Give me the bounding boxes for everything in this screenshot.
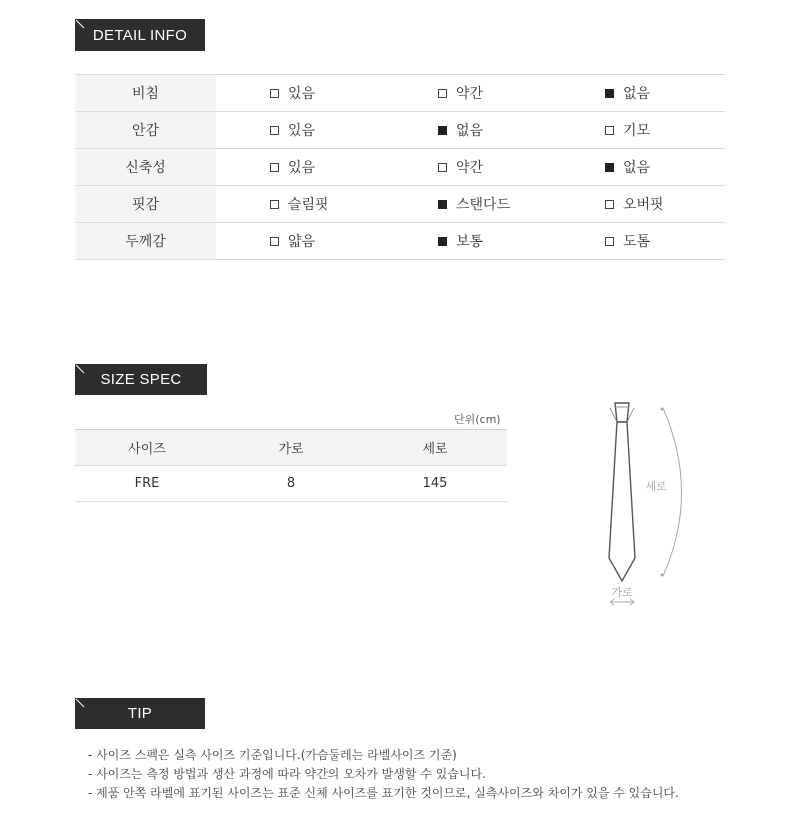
option-label: 없음 (623, 160, 651, 176)
corner-mark-icon (75, 19, 85, 29)
unit-label: 단위(cm) (454, 413, 501, 426)
checkbox-checked-icon (605, 89, 614, 98)
checkbox-icon (438, 89, 447, 98)
detail-row-label: 신축성 (75, 149, 216, 185)
checkbox-checked-icon (438, 200, 447, 209)
tip-list (88, 746, 679, 803)
size-cell: FRE (134, 476, 160, 491)
detail-option (605, 112, 650, 148)
tip-line: - 사이즈는 측정 방법과 생산 과정에 따라 약간의 오차가 발생할 수 있습니다. (88, 767, 486, 781)
option-label: 슬림핏 (288, 197, 329, 213)
detail-info-title: DETAIL INFO (92, 26, 188, 44)
tip-header (75, 698, 205, 729)
checkbox-checked-icon (438, 237, 447, 246)
detail-row (75, 186, 725, 223)
option-label: 도톰 (623, 234, 651, 250)
column-header: 사이즈 (128, 442, 166, 457)
detail-option (438, 223, 483, 259)
option-label: 있음 (288, 160, 316, 176)
column-header: 가로 (278, 442, 304, 457)
checkbox-icon (270, 163, 279, 172)
checkbox-icon (270, 126, 279, 135)
detail-option (438, 75, 483, 111)
detail-option (438, 112, 483, 148)
detail-option (270, 112, 315, 148)
detail-row (75, 149, 725, 186)
tip-line: - 사이즈 스펙은 실측 사이즈 기준입니다.(가슴둘레는 라벨사이즈 기준) (88, 748, 457, 762)
size-spec-table (75, 429, 507, 502)
option-label: 보통 (456, 234, 484, 250)
size-table-header (75, 430, 507, 466)
necktie-icon (590, 398, 690, 613)
corner-mark-icon (75, 698, 85, 708)
size-spec-title: SIZE SPEC (100, 371, 182, 388)
checkbox-icon (270, 200, 279, 209)
detail-option (605, 149, 650, 185)
checkbox-icon (605, 237, 614, 246)
table-row (75, 466, 507, 502)
detail-info-header (75, 19, 205, 51)
detail-option (438, 186, 510, 222)
tip-title: TIP (127, 705, 153, 722)
option-label: 있음 (288, 123, 316, 139)
checkbox-icon (270, 89, 279, 98)
detail-option (270, 223, 315, 259)
checkbox-icon (605, 126, 614, 135)
detail-option (605, 223, 650, 259)
detail-row-label: 안감 (75, 112, 216, 148)
detail-row (75, 112, 725, 149)
corner-mark-icon (75, 364, 85, 374)
option-label: 약간 (456, 160, 484, 176)
width-label: 가로 (611, 586, 633, 599)
detail-option (270, 149, 315, 185)
size-spec-header (75, 364, 207, 395)
checkbox-icon (270, 237, 279, 246)
checkbox-checked-icon (438, 126, 447, 135)
detail-option (270, 75, 315, 111)
option-label: 있음 (288, 86, 316, 102)
checkbox-icon (605, 200, 614, 209)
detail-row-label: 두께감 (75, 223, 216, 259)
detail-row-label: 핏감 (75, 186, 216, 222)
detail-row-label: 비침 (75, 75, 216, 111)
length-cell: 145 (422, 476, 448, 491)
option-label: 오버핏 (623, 197, 664, 213)
option-label: 없음 (456, 123, 484, 139)
option-label: 얇음 (288, 234, 316, 250)
option-label: 스탠다드 (456, 197, 511, 213)
option-label: 없음 (623, 86, 651, 102)
option-label: 약간 (456, 86, 484, 102)
detail-row (75, 75, 725, 112)
column-header: 세로 (422, 442, 448, 457)
height-label: 세로 (645, 480, 667, 493)
option-label: 기모 (623, 123, 651, 139)
detail-option (438, 149, 483, 185)
detail-option (605, 186, 664, 222)
detail-info-table (75, 74, 725, 260)
checkbox-icon (438, 163, 447, 172)
checkbox-checked-icon (605, 163, 614, 172)
detail-row (75, 223, 725, 260)
detail-option (605, 75, 650, 111)
detail-option (270, 186, 329, 222)
tip-line: - 제품 안쪽 라벨에 표기된 사이즈는 표준 신체 사이즈를 표기한 것이므로, 실측사이즈와 차이가 있을 수 있습니다. (88, 786, 679, 800)
width-cell: 8 (286, 476, 296, 491)
